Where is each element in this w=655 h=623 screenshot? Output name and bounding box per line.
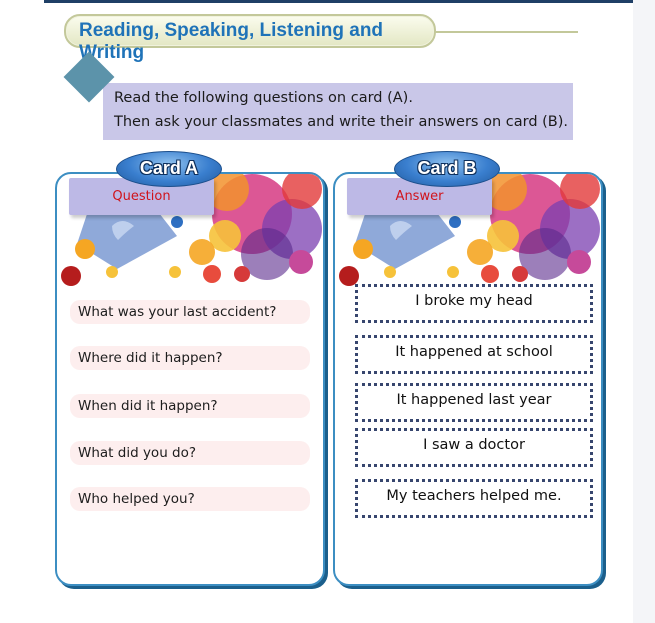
question-text: Where did it happen? bbox=[78, 350, 223, 366]
question-item bbox=[70, 300, 310, 324]
card-b-tab-label: Card B bbox=[417, 158, 477, 178]
answer-text: I broke my head bbox=[415, 293, 533, 309]
section-title: Reading, Speaking, Listening and Writing bbox=[79, 20, 384, 63]
answer-box bbox=[355, 428, 593, 467]
answer-text: I saw a doctor bbox=[423, 437, 525, 453]
instruction-line-2: Then ask your classmates and write their answers on card (B). bbox=[114, 114, 569, 130]
card-a-tab bbox=[116, 151, 222, 187]
title-underline bbox=[434, 31, 578, 33]
card-a bbox=[55, 172, 325, 586]
answer-text: It happened last year bbox=[396, 392, 552, 408]
question-item bbox=[70, 394, 310, 418]
card-a-tab-label: Card A bbox=[139, 158, 199, 178]
answer-box bbox=[355, 335, 593, 374]
top-rule bbox=[44, 0, 634, 3]
question-text: When did it happen? bbox=[78, 398, 218, 414]
section-title-banner bbox=[64, 14, 436, 63]
question-item bbox=[70, 487, 310, 511]
instruction-line-1: Read the following questions on card (A). bbox=[114, 90, 413, 106]
card-b-tab bbox=[394, 151, 500, 187]
page-edge bbox=[633, 0, 655, 623]
answer-box bbox=[355, 284, 593, 323]
question-header-label: Question bbox=[112, 189, 171, 204]
question-text: What did you do? bbox=[78, 445, 197, 461]
card-b bbox=[333, 172, 603, 586]
question-item bbox=[70, 441, 310, 465]
answer-box bbox=[355, 479, 593, 518]
answer-box bbox=[355, 383, 593, 422]
answer-header-label: Answer bbox=[395, 189, 444, 204]
answer-text: It happened at school bbox=[395, 344, 553, 360]
question-text: What was your last accident? bbox=[78, 304, 277, 320]
question-text: Who helped you? bbox=[78, 491, 195, 507]
question-item bbox=[70, 346, 310, 370]
answer-text: My teachers helped me. bbox=[386, 488, 562, 504]
